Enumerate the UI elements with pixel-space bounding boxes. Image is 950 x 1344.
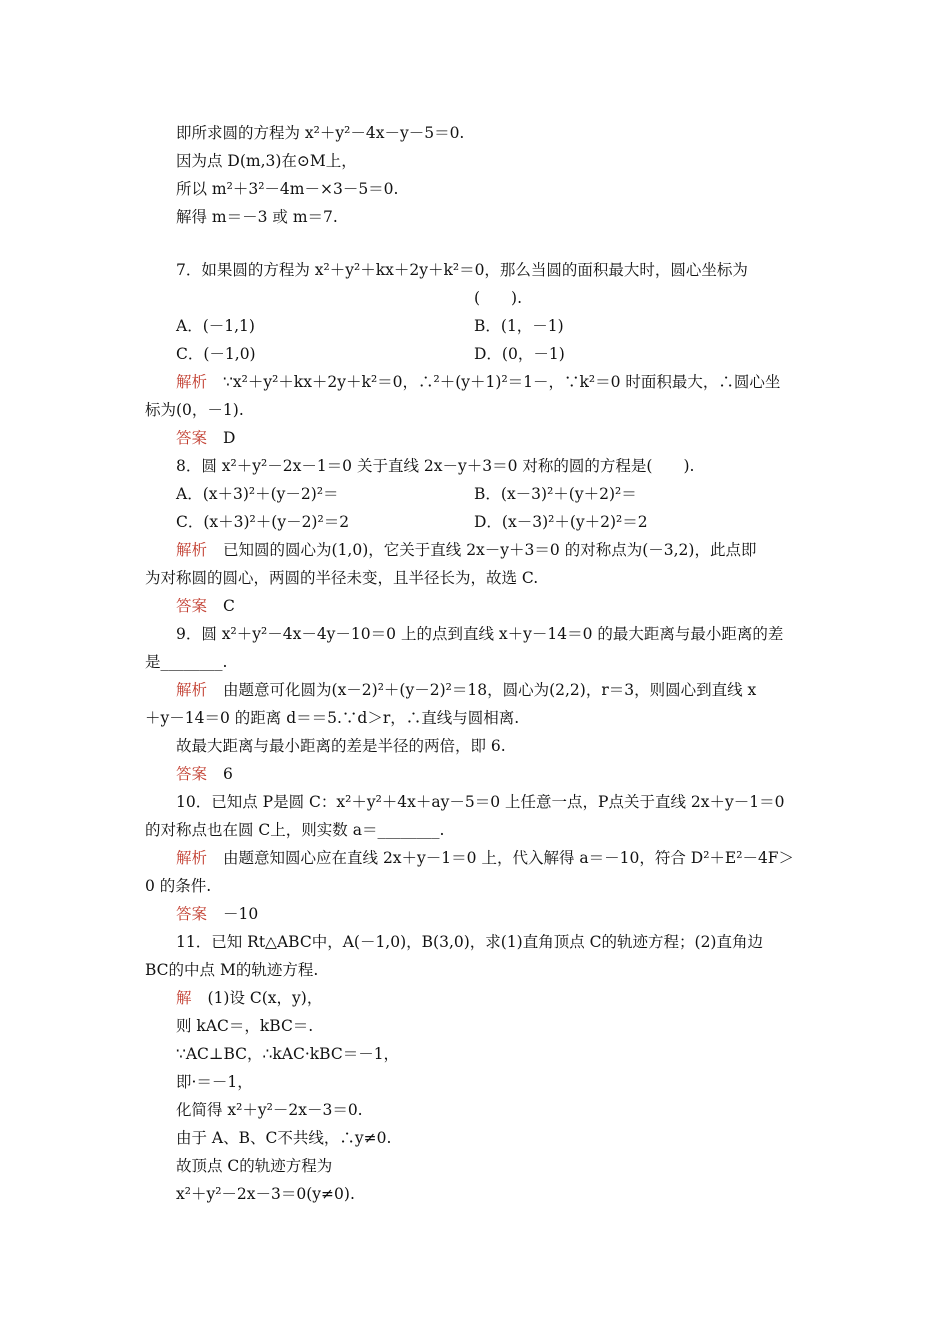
option-c: C．(－1,0) [176,345,256,363]
analysis-label: 解析 [176,373,208,391]
solution-line [176,987,846,1009]
text-line: 因为点 D(m,3)在⊙M上， [176,152,357,170]
answer-label: 答案 [176,429,208,447]
analysis-line [176,847,846,869]
analysis-line: 0 的条件. [145,877,212,895]
analysis-line: ＋y－14＝0 的距离 d＝＝5.∵d＞r，∴直线与圆相离. [145,709,520,727]
question-9-blank: 是________. [145,653,228,671]
option-c: C．(x＋3)²＋(y－2)²＝2 [176,513,350,531]
option-a: A．(x＋3)²＋(y－2)²＝ [176,485,339,503]
answer-value: D [223,429,236,447]
question-10-text: 的对称点也在圆 C上，则实数 a＝________. [145,821,445,839]
analysis-text: 由题意知圆心应在直线 2x＋y－1＝0 上，代入解得 a＝－10，符合 D²＋E²－4F＞ [223,849,795,867]
question-8-text: 8．圆 x²＋y²－2x－1＝0 关于直线 2x－y＋3＝0 对称的圆的方程是( ). [176,457,695,475]
solution-line: 则 kAC＝，kBC＝. [176,1017,314,1035]
analysis-line [176,679,846,701]
option-b: B．(x－3)²＋(y＋2)²＝ [474,485,637,503]
option-d: D．(0，－1) [474,345,565,363]
analysis-label: 解析 [176,541,208,559]
question-11-text: BC的中点 M的轨迹方程. [145,961,319,979]
question-10-text: 10．已知点 P是圆 C：x²＋y²＋4x＋ay－5＝0 上任意一点，P点关于直线 2x＋y－1＝0 [176,793,785,811]
text-line: 解得 m＝－3 或 m＝7. [176,208,338,226]
answer-label: 答案 [176,905,208,923]
answer-line [176,763,846,785]
option-d: D．(x－3)²＋(y＋2)²＝2 [474,513,648,531]
answer-line [176,903,846,925]
analysis-label: 解析 [176,849,208,867]
answer-label: 答案 [176,597,208,615]
answer-value: 6 [223,765,233,783]
analysis-line: 故最大距离与最小距离的差是半径的两倍，即 6. [176,737,506,755]
solution-text: (1)设 C(x，y)， [207,989,323,1007]
analysis-line [176,539,846,561]
question-11-text: 11．已知 Rt△ABC中，A(－1,0)，B(3,0)，求(1)直角顶点 C的轨迹方程；(2)直角边 [176,933,763,951]
question-7-text: 7．如果圆的方程为 x²＋y²＋kx＋2y＋k²＝0，那么当圆的面积最大时，圆心坐标为 [176,261,748,279]
analysis-line: 标为(0，－1). [145,401,244,419]
question-7-blank: ( ). [474,289,523,307]
solution-line: x²＋y²－2x－3＝0(y≠0). [176,1185,355,1203]
solution-line: 即·＝－1， [176,1073,253,1091]
answer-value: C [223,597,235,615]
option-a: A．(－1,1) [176,317,255,335]
answer-value: －10 [223,905,259,923]
solution-line: 化简得 x²＋y²－2x－3＝0. [176,1101,363,1119]
analysis-text: 已知圆的圆心为(1,0)，它关于直线 2x－y＋3＝0 的对称点为(－3,2)，此点即 [223,541,757,559]
analysis-line: 为对称圆的圆心，两圆的半径未变，且半径长为，故选 C. [145,569,539,587]
answer-line [176,427,846,449]
solution-label: 解 [176,989,192,1007]
solution-line: 由于 A、B、C不共线，∴y≠0. [176,1129,392,1147]
analysis-label: 解析 [176,681,208,699]
text-line: 所以 m²＋3²－4m－×3－5＝0. [176,180,399,198]
answer-line [176,595,846,617]
question-9-text: 9．圆 x²＋y²－4x－4y－10＝0 上的点到直线 x＋y－14＝0 的最大距离与最小距离的差 [176,625,784,643]
analysis-text: 由题意可化圆为(x－2)²＋(y－2)²＝18，圆心为(2,2)，r＝3，则圆心到直线 x [223,681,757,699]
analysis-text: ∵x²＋y²＋kx＋2y＋k²＝0，∴²＋(y＋1)²＝1－，∵k²＝0 时面积最大，∴圆心坐 [223,373,781,391]
analysis-line [176,371,846,393]
answer-label: 答案 [176,765,208,783]
solution-line: ∵AC⊥BC，∴kAC·kBC＝－1， [176,1045,400,1063]
option-b: B．(1，－1) [474,317,564,335]
text-line: 即所求圆的方程为 x²＋y²－4x－y－5＝0. [176,124,465,142]
solution-line: 故顶点 C的轨迹方程为 [176,1157,333,1175]
